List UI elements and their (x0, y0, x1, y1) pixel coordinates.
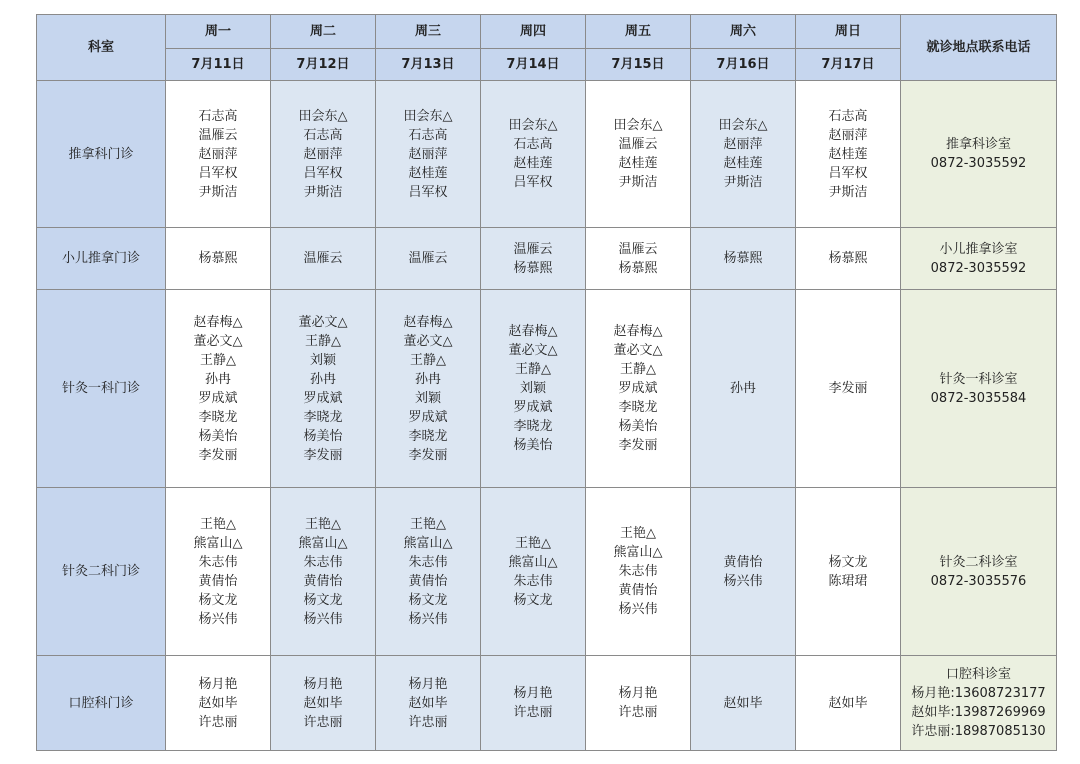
duty-cell (376, 290, 481, 488)
doctor-name: 孙冉 (414, 371, 441, 387)
doctor-name: 杨慕熙 (828, 251, 868, 266)
weekday-header: 周四 (481, 15, 586, 49)
duty-cell (796, 228, 901, 290)
contact-column-header: 就诊地点联系电话 (901, 15, 1057, 81)
weekday-header: 周一 (166, 15, 271, 49)
weekday-header: 周三 (376, 15, 481, 49)
doctor-name: 黄倩怡 (618, 583, 658, 598)
doctor-name: 杨慕熙 (513, 260, 553, 276)
duty-cell (691, 290, 796, 488)
doctor-name: 熊富山△ (613, 545, 663, 560)
clinic-room: 口腔科诊室 (945, 667, 1011, 682)
duty-cell (586, 656, 691, 751)
date-header: 7月12日 (271, 49, 376, 81)
doctor-name: 杨月艳 (513, 686, 553, 701)
doctor-name: 赵如毕 (828, 695, 868, 711)
doctor-name: 刘颖 (414, 390, 441, 406)
duty-cell (691, 488, 796, 656)
date-header: 7月13日 (376, 49, 481, 81)
duty-cell (166, 488, 271, 656)
clinic-room: 针灸二科诊室 (939, 554, 1018, 570)
doctor-name: 杨兴伟 (618, 602, 658, 617)
duty-cell (481, 290, 586, 488)
doctor-name: 赵春梅△ (508, 324, 558, 339)
doctor-name: 杨美怡 (303, 428, 343, 444)
doctor-name: 尹斯洁 (723, 175, 763, 190)
doctor-name: 王静△ (200, 352, 236, 368)
doctor-name: 董必文△ (193, 333, 243, 349)
doctor-name: 李发丽 (198, 447, 238, 463)
duty-cell (796, 488, 901, 656)
doctor-name: 杨美怡 (513, 438, 553, 453)
doctor-name: 董必文△ (298, 314, 348, 330)
doctor-name: 朱志伟 (408, 554, 448, 570)
doctor-name: 赵如毕 (723, 695, 763, 711)
doctor-name: 石志高 (828, 108, 868, 124)
header-row-weekdays (37, 15, 1057, 49)
doctor-name: 王艳△ (305, 516, 341, 532)
clinic-room: 针灸一科诊室 (939, 371, 1018, 387)
phone-number: 0872-3035592 (930, 156, 1027, 171)
clinic-room: 推拿科诊室 (945, 137, 1011, 152)
doctor-name: 田会东△ (613, 118, 663, 133)
doctor-name: 罗成斌 (408, 409, 448, 425)
duty-cell (166, 290, 271, 488)
doctor-name: 赵春梅△ (403, 314, 453, 330)
doctor-name: 黄倩怡 (198, 573, 238, 589)
dept-name: 针灸二科门诊 (37, 488, 166, 656)
dept-row (37, 81, 1057, 228)
doctor-name: 熊富山△ (508, 554, 558, 570)
duty-cell (376, 488, 481, 656)
dept-name: 针灸一科门诊 (37, 290, 166, 488)
weekday-header: 周日 (796, 15, 901, 49)
doctor-name: 王艳△ (515, 535, 551, 551)
duty-cell (481, 81, 586, 228)
doctor-name: 赵丽萍 (408, 146, 448, 162)
duty-cell (586, 81, 691, 228)
doctor-name: 杨月艳 (198, 676, 238, 692)
doctor-name: 杨文龙 (513, 592, 553, 608)
duty-cell (481, 656, 586, 751)
doctor-name: 尹斯洁 (198, 184, 238, 200)
duty-cell (166, 81, 271, 228)
date-header: 7月17日 (796, 49, 901, 81)
doctor-name: 杨月艳 (303, 676, 343, 692)
phone-number: 0872-3035584 (930, 390, 1027, 406)
dept-row (37, 228, 1057, 290)
doctor-name: 温雁云 (618, 137, 658, 152)
duty-cell (796, 656, 901, 751)
doctor-name: 尹斯洁 (828, 184, 868, 200)
doctor-name: 朱志伟 (513, 573, 553, 589)
duty-cell (166, 656, 271, 751)
doctor-name: 黄倩怡 (723, 554, 763, 570)
doctor-name: 杨兴伟 (198, 611, 238, 627)
duty-cell (166, 228, 271, 290)
doctor-name: 李晓龙 (513, 419, 553, 434)
doctor-name: 杨月艳 (408, 676, 448, 692)
doctor-name: 赵桂莲 (618, 156, 658, 171)
duty-cell (796, 81, 901, 228)
dept-name: 推拿科门诊 (37, 81, 166, 228)
contact-cell (901, 488, 1057, 656)
doctor-name: 吕军权 (303, 165, 343, 181)
duty-cell (691, 656, 796, 751)
duty-cell (271, 656, 376, 751)
doctor-name: 熊富山△ (403, 535, 453, 551)
doctor-name: 杨文龙 (408, 592, 448, 608)
doctor-name: 尹斯洁 (303, 184, 343, 200)
doctor-name: 董必文△ (403, 333, 453, 349)
doctor-name: 杨兴伟 (303, 611, 343, 627)
duty-cell (586, 290, 691, 488)
duty-cell (481, 488, 586, 656)
doctor-name: 吕军权 (198, 165, 238, 181)
doctor-name: 赵丽萍 (828, 127, 868, 143)
doctor-name: 王静△ (620, 362, 656, 377)
dept-row (37, 656, 1057, 751)
doctor-name: 王静△ (410, 352, 446, 368)
doctor-name: 吕军权 (408, 184, 448, 200)
phone-number: 杨月艳:13608723177 (911, 686, 1046, 701)
doctor-name: 田会东△ (403, 108, 453, 124)
phone-number: 赵如毕:13987269969 (911, 705, 1046, 720)
doctor-name: 温雁云 (198, 127, 238, 143)
dept-row (37, 290, 1057, 488)
duty-cell (481, 228, 586, 290)
duty-cell (376, 228, 481, 290)
date-header: 7月14日 (481, 49, 586, 81)
doctor-name: 吕军权 (828, 165, 868, 181)
doctor-name: 孙冉 (309, 371, 336, 387)
doctor-name: 温雁云 (513, 241, 553, 257)
doctor-name: 石志高 (513, 137, 553, 152)
doctor-name: 熊富山△ (193, 535, 243, 551)
doctor-name: 石志高 (303, 127, 343, 143)
doctor-name: 田会东△ (508, 118, 558, 133)
doctor-name: 赵桂莲 (408, 165, 448, 181)
duty-cell (586, 228, 691, 290)
doctor-name: 杨慕熙 (618, 260, 658, 276)
duty-cell (796, 290, 901, 488)
date-header: 7月15日 (586, 49, 691, 81)
doctor-name: 杨兴伟 (408, 611, 448, 627)
doctor-name: 李发丽 (618, 438, 658, 453)
doctor-name: 李发丽 (303, 447, 343, 463)
duty-cell (586, 488, 691, 656)
date-header: 7月11日 (166, 49, 271, 81)
doctor-name: 杨月艳 (618, 686, 658, 701)
doctor-name: 杨文龙 (198, 592, 238, 608)
doctor-name: 王艳△ (620, 526, 656, 541)
doctor-name: 杨美怡 (618, 419, 658, 434)
doctor-name: 吕军权 (513, 175, 553, 190)
dept-row (37, 488, 1057, 656)
doctor-name: 田会东△ (298, 108, 348, 124)
doctor-name: 许忠丽 (198, 714, 238, 730)
doctor-name: 温雁云 (618, 241, 658, 257)
doctor-name: 许忠丽 (303, 714, 343, 730)
contact-cell (901, 290, 1057, 488)
doctor-name: 石志高 (198, 108, 238, 124)
doctor-name: 李晓龙 (303, 409, 343, 425)
doctor-name: 温雁云 (408, 251, 448, 266)
duty-cell (271, 488, 376, 656)
phone-number: 许忠丽:18987085130 (911, 724, 1046, 739)
doctor-name: 王艳△ (410, 516, 446, 532)
doctor-name: 温雁云 (303, 251, 343, 266)
duty-cell (691, 228, 796, 290)
doctor-name: 黄倩怡 (408, 573, 448, 589)
doctor-name: 李晓龙 (198, 409, 238, 425)
weekday-header: 周六 (691, 15, 796, 49)
doctor-name: 李发丽 (408, 447, 448, 463)
doctor-name: 朱志伟 (618, 564, 658, 579)
doctor-name: 王静△ (515, 362, 551, 377)
doctor-name: 王艳△ (200, 516, 236, 532)
doctor-name: 罗成斌 (513, 400, 553, 415)
doctor-name: 许忠丽 (408, 714, 448, 730)
doctor-name: 石志高 (408, 127, 448, 143)
doctor-name: 田会东△ (718, 118, 768, 133)
date-header: 7月16日 (691, 49, 796, 81)
dept-column-header: 科室 (37, 15, 166, 81)
doctor-name: 赵桂莲 (513, 156, 553, 171)
doctor-name: 赵春梅△ (613, 324, 663, 339)
contact-cell (901, 656, 1057, 751)
doctor-name: 杨慕熙 (723, 251, 763, 266)
doctor-name: 李发丽 (828, 381, 868, 396)
doctor-name: 杨文龙 (303, 592, 343, 608)
doctor-name: 罗成斌 (303, 390, 343, 406)
duty-cell (271, 290, 376, 488)
weekday-header: 周五 (586, 15, 691, 49)
duty-cell (271, 81, 376, 228)
doctor-name: 杨美怡 (198, 428, 238, 444)
doctor-name: 许忠丽 (618, 705, 658, 720)
contact-cell (901, 228, 1057, 290)
duty-cell (271, 228, 376, 290)
weekday-header: 周二 (271, 15, 376, 49)
doctor-name: 朱志伟 (303, 554, 343, 570)
doctor-name: 赵春梅△ (193, 314, 243, 330)
doctor-name: 赵如毕 (198, 695, 238, 711)
doctor-name: 赵桂莲 (828, 146, 868, 162)
phone-number: 0872-3035592 (930, 260, 1027, 276)
doctor-name: 许忠丽 (513, 705, 553, 720)
dept-name: 小儿推拿门诊 (37, 228, 166, 290)
doctor-name: 赵如毕 (303, 695, 343, 711)
doctor-name: 赵桂莲 (723, 156, 763, 171)
contact-cell (901, 81, 1057, 228)
duty-schedule-table (36, 14, 1057, 751)
doctor-name: 尹斯洁 (618, 175, 658, 190)
doctor-name: 罗成斌 (198, 390, 238, 406)
doctor-name: 熊富山△ (298, 535, 348, 551)
doctor-name: 赵丽萍 (303, 146, 343, 162)
duty-cell (691, 81, 796, 228)
doctor-name: 赵丽萍 (198, 146, 238, 162)
duty-cell (376, 81, 481, 228)
doctor-name: 孙冉 (204, 371, 231, 387)
doctor-name: 赵丽萍 (723, 137, 763, 152)
doctor-name: 杨文龙 (828, 554, 868, 570)
doctor-name: 刘颖 (519, 381, 546, 396)
doctor-name: 杨兴伟 (723, 573, 763, 589)
doctor-name: 杨慕熙 (198, 251, 238, 266)
doctor-name: 董必文△ (508, 343, 558, 358)
doctor-name: 罗成斌 (618, 381, 658, 396)
doctor-name: 朱志伟 (198, 554, 238, 570)
doctor-name: 赵如毕 (408, 695, 448, 711)
doctor-name: 李晓龙 (618, 400, 658, 415)
doctor-name: 陈珺珺 (828, 573, 868, 589)
doctor-name: 刘颖 (309, 352, 336, 368)
duty-cell (376, 656, 481, 751)
doctor-name: 王静△ (305, 333, 341, 349)
doctor-name: 孙冉 (729, 381, 756, 396)
dept-name: 口腔科门诊 (37, 656, 166, 751)
doctor-name: 黄倩怡 (303, 573, 343, 589)
doctor-name: 董必文△ (613, 343, 663, 358)
phone-number: 0872-3035576 (930, 573, 1027, 589)
doctor-name: 李晓龙 (408, 428, 448, 444)
clinic-room: 小儿推拿诊室 (939, 241, 1018, 257)
schedule-body (37, 81, 1057, 751)
